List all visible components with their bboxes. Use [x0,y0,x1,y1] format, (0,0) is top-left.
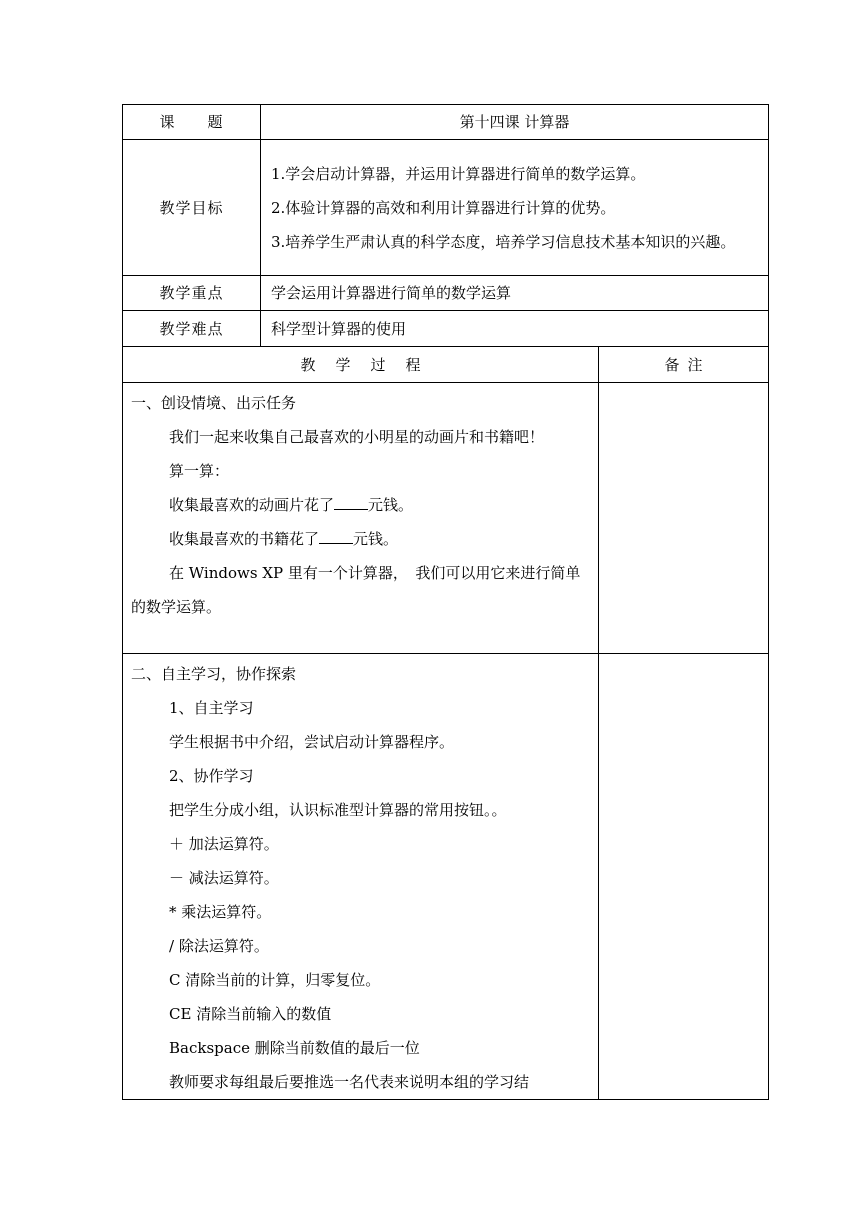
process-heading-char: 程 [405,355,421,374]
section1-title: 一、创设情境、出示任务 [131,394,297,412]
focus-value: 学会运用计算器进行简单的数学运算 [261,276,769,311]
process-heading-char: 教 [300,355,316,374]
section1-calc-prompt: 算一算： [169,462,230,480]
section2-row [123,654,769,1100]
section2-notes [599,654,769,1100]
goals-cell [261,140,769,276]
notes-heading-char: 备 [664,355,680,374]
section2-text: 把学生分成小组，认识标准型计算器的常用按钮。。 [169,801,507,819]
section2-title: 二、自主学习，协作探索 [131,665,297,683]
section2-text: 教师要求每组最后要推选一名代表来说明本组的学习结 [169,1073,530,1091]
fill-in-text: 收集最喜欢的书籍花了 [169,530,320,548]
goal-item: 3.培养学生严肃认真的科学态度，培养学习信息技术基本知识的兴趣。 [271,232,736,251]
section1-fill-in-1 [131,488,590,522]
goals-label: 教学目标 [123,140,261,276]
difficulty-label: 教学难点 [123,311,261,347]
operator-item: / 除法运算符。 [169,937,269,955]
goal-item: 1.学会启动计算器，并运用计算器进行简单的数学运算。 [271,164,646,183]
section1-content [123,383,599,654]
operator-item: C 清除当前的计算，归零复位。 [169,971,381,989]
process-header-row [123,347,769,383]
section1-paragraph: 在 Windows XP 里有一个计算器， 我们可以用它来进行简单的数学运算。 [131,564,581,616]
operator-item: ＋ 加法运算符。 [169,835,279,853]
section1-fill-in-2 [131,522,590,556]
section2-content [123,654,599,1100]
section2-subtitle: 1、自主学习 [169,699,254,717]
focus-label: 教学重点 [123,276,261,311]
operator-item: CE 清除当前输入的数值 [169,1005,332,1023]
fill-in-blank [334,495,368,510]
process-heading [123,347,599,383]
operator-item: － 减法运算符。 [169,869,279,887]
fill-in-text: 元钱。 [353,530,399,548]
operator-item: Backspace 删除当前数值的最后一位 [169,1039,420,1057]
difficulty-row [123,311,769,347]
fill-in-text: 元钱。 [368,496,414,514]
section1-row [123,383,769,654]
topic-value: 第十四课 计算器 [261,105,769,140]
notes-heading-char: 注 [687,355,703,374]
topic-label: 课 题 [123,105,261,140]
lesson-plan-table [122,104,769,1100]
focus-row [123,276,769,311]
goals-row [123,140,769,276]
section1-paragraph: 我们一起来收集自己最喜欢的小明星的动画片和书籍吧！ [169,428,545,446]
lesson-plan-sheet [122,104,768,1100]
goal-item: 2.体验计算器的高效和利用计算器进行计算的优势。 [271,198,616,217]
difficulty-value: 科学型计算器的使用 [261,311,769,347]
process-heading-char: 过 [370,355,386,374]
fill-in-text: 收集最喜欢的动画片花了 [169,496,335,514]
operator-item: * 乘法运算符。 [169,903,272,921]
section2-text: 学生根据书中介绍，尝试启动计算器程序。 [169,733,455,751]
section1-notes [599,383,769,654]
topic-row [123,105,769,140]
process-heading-char: 学 [335,355,351,374]
fill-in-blank [319,529,353,544]
notes-heading [599,347,769,383]
section2-subtitle: 2、协作学习 [169,767,254,785]
